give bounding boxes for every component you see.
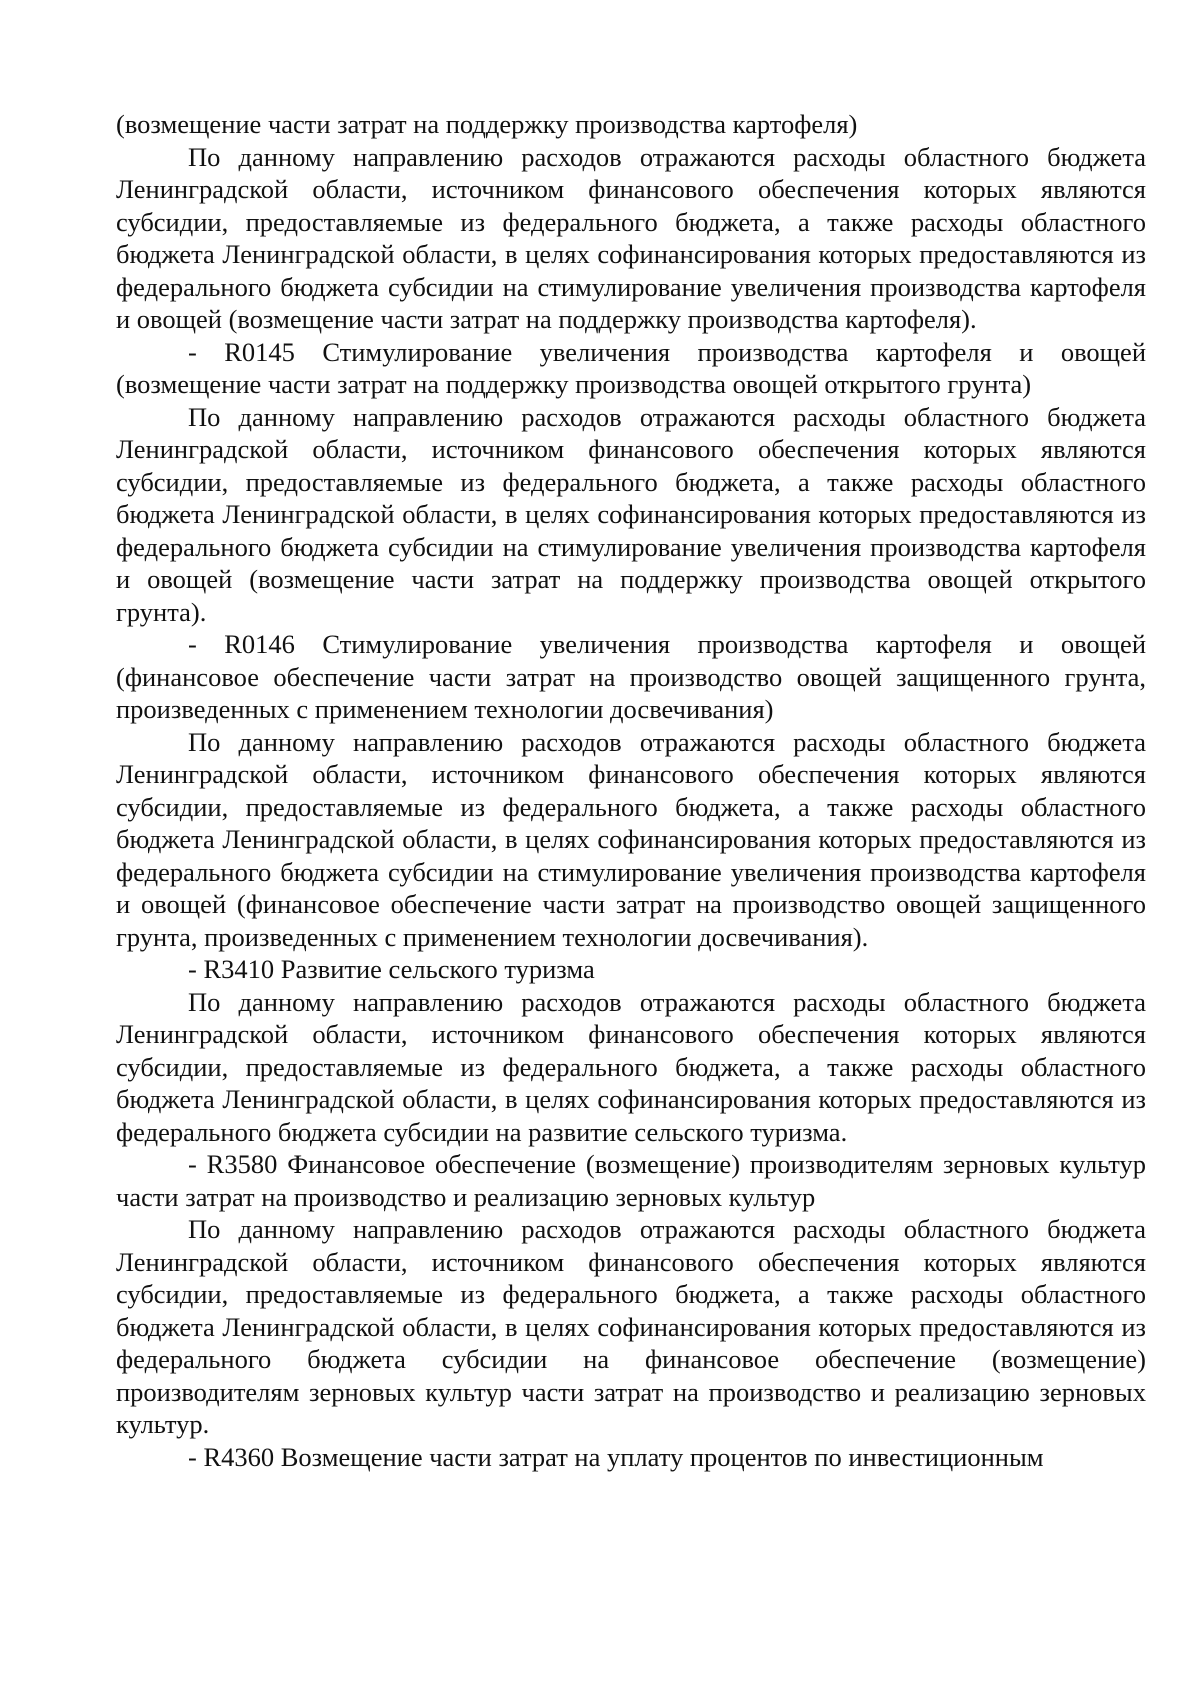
paragraph-body: По данному направлению расходов отражаются расходы областного бюджета Ленинградской области, источником финансового обеспечения которых являются субсидии, предоставляемые из федерального бюджета, а также расходы областного бюджета Ленинградской области, в целях софинансирования которых предоставляются из федерального бюджета субсидии на стимулирование увеличения производства картофеля и овощей (возмещение части затрат на поддержку производства овощей открытого грунта).: [116, 401, 1146, 627]
paragraph-continuation: (возмещение части затрат на поддержку производства картофеля): [116, 109, 858, 139]
paragraph-heading-r3410: - R3410 Развитие сельского туризма: [188, 954, 595, 984]
paragraph-body: По данному направлению расходов отражаются расходы областного бюджета Ленинградской области, источником финансового обеспечения которых являются субсидии, предоставляемые из федерального бюджета, а также расходы областного бюджета Ленинградской области, в целях софинансирования которых предоставляются из федерального бюджета субсидии на развитие сельского туризма.: [116, 986, 1146, 1147]
document-page: [116, 108, 1146, 1473]
paragraph-body: По данному направлению расходов отражаются расходы областного бюджета Ленинградской области, источником финансового обеспечения которых являются субсидии, предоставляемые из федерального бюджета, а также расходы областного бюджета Ленинградской области, в целях софинансирования которых предоставляются из федерального бюджета субсидии на стимулирование увеличения производства картофеля и овощей (возмещение части затрат на поддержку производства картофеля).: [116, 141, 1146, 334]
paragraph-heading-r0146: - R0146 Стимулирование увеличения производства картофеля и овощей (финансовое обеспечение части затрат на производство овощей защищенного грунта, произведенных с применением технологии досвечивания): [116, 629, 1146, 724]
paragraph-body: По данному направлению расходов отражаются расходы областного бюджета Ленинградской области, источником финансового обеспечения которых являются субсидии, предоставляемые из федерального бюджета, а также расходы областного бюджета Ленинградской области, в целях софинансирования которых предоставляются из федерального бюджета субсидии на стимулирование увеличения производства картофеля и овощей (финансовое обеспечение части затрат на производство овощей защищенного грунта, произведенных с применением технологии досвечивания).: [116, 726, 1146, 952]
paragraph-heading-r4360: - R4360 Возмещение части затрат на уплату процентов по инвестиционным: [188, 1441, 1044, 1472]
paragraph-heading-r0145: - R0145 Стимулирование увеличения производства картофеля и овощей (возмещение части затрат на поддержку производства овощей открытого грунта): [116, 336, 1146, 399]
paragraph-heading-r3580: - R3580 Финансовое обеспечение (возмещение) производителям зерновых культур части затрат на производство и реализацию зерновых культур: [116, 1149, 1146, 1212]
paragraph-body: По данному направлению расходов отражаются расходы областного бюджета Ленинградской области, источником финансового обеспечения которых являются субсидии, предоставляемые из федерального бюджета, а также расходы областного бюджета Ленинградской области, в целях софинансирования которых предоставляются из федерального бюджета субсидии на финансовое обеспечение (возмещение) производителям зерновых культур части затрат на производство и реализацию зерновых культур.: [116, 1214, 1146, 1439]
